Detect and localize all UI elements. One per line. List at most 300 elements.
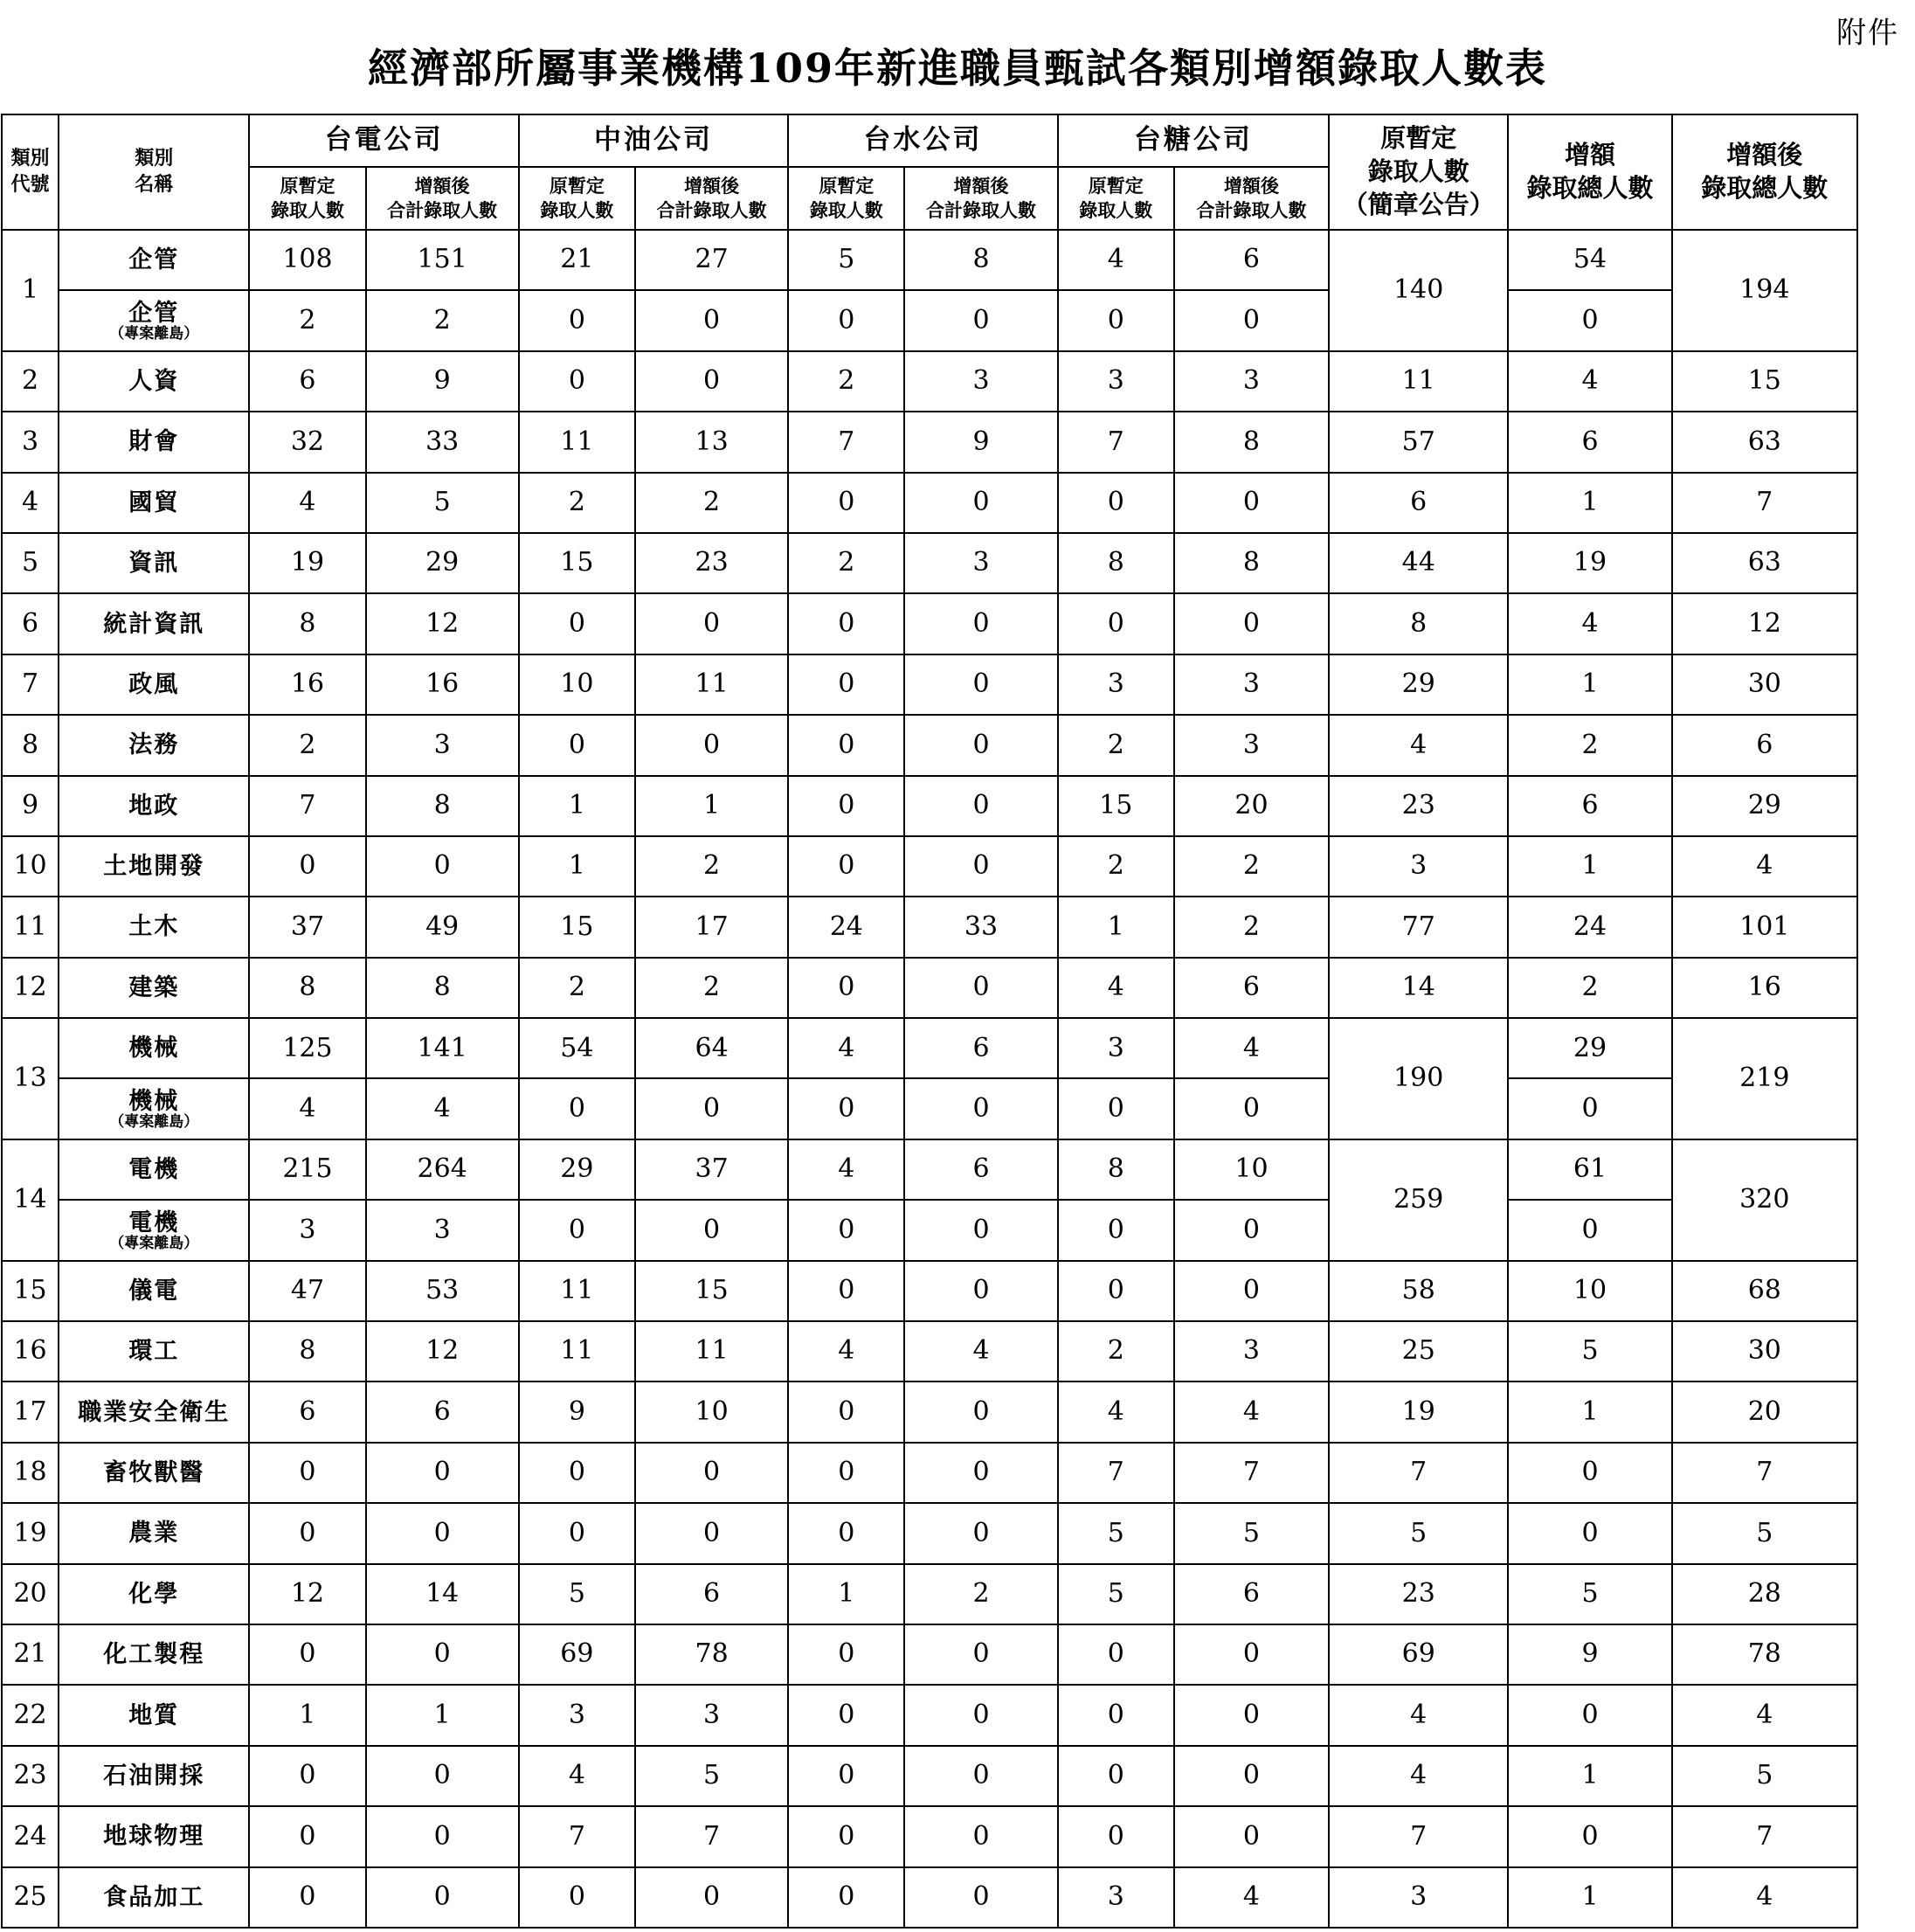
- table-row: [2, 836, 1857, 897]
- value-cell: 19: [249, 533, 365, 593]
- value-cell: 20: [1174, 776, 1329, 836]
- increase-cell: 1: [1508, 1867, 1671, 1928]
- orig-total-cell: 44: [1329, 533, 1508, 593]
- value-cell: 0: [1174, 1624, 1329, 1685]
- value-cell: 0: [904, 715, 1057, 775]
- value-cell: 2: [1174, 897, 1329, 957]
- value-cell: 0: [788, 1746, 904, 1806]
- table-body: [2, 230, 1857, 1928]
- value-cell: 7: [1058, 412, 1174, 472]
- after-total-cell: 12: [1672, 593, 1857, 654]
- orig-total-cell: 259: [1329, 1139, 1508, 1261]
- value-cell: 8: [366, 958, 519, 1018]
- value-cell: 0: [904, 958, 1057, 1018]
- value-cell: 2: [366, 290, 519, 350]
- category-code: 9: [2, 776, 59, 836]
- value-cell: 29: [519, 1139, 635, 1200]
- value-cell: 3: [1058, 1018, 1174, 1078]
- value-cell: 0: [1174, 1261, 1329, 1321]
- value-cell: 37: [635, 1139, 788, 1200]
- value-cell: 0: [904, 1503, 1057, 1563]
- value-cell: 2: [1174, 836, 1329, 897]
- category-name-label: 人資: [128, 367, 180, 395]
- category-code: 6: [2, 593, 59, 654]
- value-cell: 0: [788, 593, 904, 654]
- value-cell: 0: [249, 1443, 365, 1503]
- table-row: [2, 1685, 1857, 1745]
- value-cell: 7: [788, 412, 904, 472]
- value-cell: 1: [249, 1685, 365, 1745]
- orig-total-cell: 3: [1329, 1867, 1508, 1928]
- category-name: [59, 1139, 249, 1200]
- after-total-cell: 4: [1672, 836, 1857, 897]
- value-cell: 7: [519, 1806, 635, 1866]
- value-cell: 4: [788, 1018, 904, 1078]
- value-cell: 33: [366, 412, 519, 472]
- value-cell: 1: [366, 1685, 519, 1745]
- value-cell: 0: [519, 715, 635, 775]
- value-cell: 3: [1174, 715, 1329, 775]
- value-cell: 37: [249, 897, 365, 957]
- table-row: [2, 290, 1857, 350]
- value-cell: 2: [788, 351, 904, 412]
- value-cell: 0: [635, 290, 788, 350]
- value-cell: 32: [249, 412, 365, 472]
- category-code: 2: [2, 351, 59, 412]
- category-name-label: 地質: [128, 1701, 180, 1729]
- value-cell: 8: [1174, 412, 1329, 472]
- orig-total-cell: 11: [1329, 351, 1508, 412]
- value-cell: 2: [1058, 715, 1174, 775]
- value-cell: 6: [1174, 958, 1329, 1018]
- category-name-label: 畜牧獸醫: [103, 1458, 205, 1486]
- category-code: 19: [2, 1503, 59, 1563]
- value-cell: 6: [1174, 1564, 1329, 1624]
- category-name: [59, 593, 249, 654]
- value-cell: 0: [788, 473, 904, 533]
- after-total-cell: 20: [1672, 1381, 1857, 1442]
- value-cell: 53: [366, 1261, 519, 1321]
- table-row: [2, 1078, 1857, 1139]
- orig-total-cell: 4: [1329, 1685, 1508, 1745]
- value-cell: 3: [1174, 654, 1329, 715]
- value-cell: 2: [1058, 1321, 1174, 1381]
- category-name: [59, 1321, 249, 1381]
- value-cell: 0: [1174, 1685, 1329, 1745]
- value-cell: 3: [1174, 1321, 1329, 1381]
- after-total-cell: 194: [1672, 230, 1857, 351]
- orig-total-cell: 69: [1329, 1624, 1508, 1685]
- value-cell: 0: [1174, 290, 1329, 350]
- value-cell: 2: [635, 473, 788, 533]
- value-cell: 8: [249, 958, 365, 1018]
- after-total-cell: 7: [1672, 1443, 1857, 1503]
- value-cell: 4: [1174, 1867, 1329, 1928]
- value-cell: 2: [519, 473, 635, 533]
- category-name-label: 職業安全衛生: [78, 1398, 231, 1426]
- value-cell: 0: [519, 1078, 635, 1139]
- increase-cell: 1: [1508, 1381, 1671, 1442]
- header-company-taipower: 台電公司: [249, 114, 518, 167]
- value-cell: 0: [1058, 1685, 1174, 1745]
- value-cell: 12: [366, 593, 519, 654]
- value-cell: 141: [366, 1018, 519, 1078]
- header-sub-after: 增額後 合計錄取人數: [904, 167, 1057, 230]
- category-name-label: 電機: [128, 1208, 180, 1236]
- value-cell: 54: [519, 1018, 635, 1078]
- value-cell: 13: [635, 412, 788, 472]
- value-cell: 11: [519, 1261, 635, 1321]
- increase-cell: 10: [1508, 1261, 1671, 1321]
- value-cell: 0: [519, 1200, 635, 1260]
- value-cell: 0: [788, 654, 904, 715]
- increase-cell: 6: [1508, 412, 1671, 472]
- category-name: [59, 1018, 249, 1078]
- value-cell: 9: [366, 351, 519, 412]
- category-name-label: 統計資訊: [103, 610, 205, 638]
- category-name: [59, 654, 249, 715]
- value-cell: 4: [1174, 1381, 1329, 1442]
- value-cell: 0: [788, 1261, 904, 1321]
- increase-cell: 61: [1508, 1139, 1671, 1200]
- table-row: [2, 776, 1857, 836]
- value-cell: 8: [249, 593, 365, 654]
- increase-cell: 0: [1508, 1443, 1671, 1503]
- value-cell: 0: [635, 351, 788, 412]
- value-cell: 47: [249, 1261, 365, 1321]
- category-name: [59, 715, 249, 775]
- orig-total-cell: 5: [1329, 1503, 1508, 1563]
- value-cell: 33: [904, 897, 1057, 957]
- value-cell: 11: [635, 654, 788, 715]
- category-name-label: 化學: [128, 1580, 180, 1608]
- after-total-cell: 29: [1672, 776, 1857, 836]
- increase-cell: 1: [1508, 654, 1671, 715]
- orig-total-cell: 23: [1329, 776, 1508, 836]
- value-cell: 21: [519, 230, 635, 290]
- category-name: [59, 412, 249, 472]
- value-cell: 15: [519, 533, 635, 593]
- table-row: [2, 1381, 1857, 1442]
- value-cell: 12: [366, 1321, 519, 1381]
- table-row: [2, 1624, 1857, 1685]
- value-cell: 0: [249, 1746, 365, 1806]
- value-cell: 0: [635, 1200, 788, 1260]
- after-total-cell: 28: [1672, 1564, 1857, 1624]
- value-cell: 0: [366, 836, 519, 897]
- header-company-sugar: 台糖公司: [1058, 114, 1329, 167]
- value-cell: 0: [904, 593, 1057, 654]
- table-row: [2, 230, 1857, 290]
- category-name: [59, 1443, 249, 1503]
- increase-cell: 0: [1508, 1806, 1671, 1866]
- value-cell: 0: [904, 1867, 1057, 1928]
- header-sub-after: 增額後 合計錄取人數: [366, 167, 519, 230]
- category-code: 16: [2, 1321, 59, 1381]
- after-total-cell: 30: [1672, 1321, 1857, 1381]
- category-code: 12: [2, 958, 59, 1018]
- category-name: [59, 1078, 249, 1139]
- value-cell: 27: [635, 230, 788, 290]
- category-name-label: 財會: [128, 428, 180, 456]
- value-cell: 0: [788, 958, 904, 1018]
- category-name-label: 法務: [128, 731, 180, 759]
- value-cell: 5: [1174, 1503, 1329, 1563]
- category-code: 25: [2, 1867, 59, 1928]
- category-name-note: （專案離島）: [109, 1234, 199, 1252]
- category-name-label: 土地開發: [103, 853, 205, 881]
- value-cell: 6: [366, 1381, 519, 1442]
- table-row: [2, 351, 1857, 412]
- value-cell: 0: [1174, 473, 1329, 533]
- value-cell: 108: [249, 230, 365, 290]
- header-orig-total: 原暫定 錄取人數 （簡章公告）: [1329, 114, 1508, 230]
- increase-cell: 19: [1508, 533, 1671, 593]
- value-cell: 3: [904, 533, 1057, 593]
- value-cell: 2: [249, 290, 365, 350]
- value-cell: 11: [519, 1321, 635, 1381]
- value-cell: 2: [904, 1564, 1057, 1624]
- category-name-label: 資訊: [128, 550, 180, 578]
- value-cell: 5: [519, 1564, 635, 1624]
- recruitment-table: [1, 114, 1858, 1929]
- value-cell: 69: [519, 1624, 635, 1685]
- category-code: 5: [2, 533, 59, 593]
- after-total-cell: 16: [1672, 958, 1857, 1018]
- value-cell: 0: [1174, 593, 1329, 654]
- increase-cell: 29: [1508, 1018, 1671, 1078]
- value-cell: 5: [1058, 1564, 1174, 1624]
- category-name-note: （專案離島）: [109, 325, 199, 343]
- value-cell: 0: [249, 1503, 365, 1563]
- category-name-label: 石油開採: [103, 1762, 205, 1790]
- header-increase-total: 增額 錄取總人數: [1508, 114, 1671, 230]
- category-name-label: 土木: [128, 913, 180, 941]
- value-cell: 0: [1058, 593, 1174, 654]
- increase-cell: 2: [1508, 958, 1671, 1018]
- category-code: 1: [2, 230, 59, 351]
- value-cell: 4: [519, 1746, 635, 1806]
- value-cell: 6: [1174, 230, 1329, 290]
- value-cell: 0: [519, 351, 635, 412]
- value-cell: 2: [788, 533, 904, 593]
- category-name-label: 地球物理: [103, 1823, 205, 1851]
- orig-total-cell: 6: [1329, 473, 1508, 533]
- value-cell: 0: [904, 1200, 1057, 1260]
- increase-cell: 1: [1508, 836, 1671, 897]
- value-cell: 7: [635, 1806, 788, 1866]
- category-code: 8: [2, 715, 59, 775]
- orig-total-cell: 19: [1329, 1381, 1508, 1442]
- category-code: 18: [2, 1443, 59, 1503]
- value-cell: 7: [1058, 1443, 1174, 1503]
- value-cell: 1: [635, 776, 788, 836]
- category-name-label: 機械: [128, 1035, 180, 1063]
- category-code: 13: [2, 1018, 59, 1139]
- header-after-total: 增額後 錄取總人數: [1672, 114, 1857, 230]
- value-cell: 1: [1058, 897, 1174, 957]
- category-name-label: 電機: [128, 1156, 180, 1184]
- category-name: [59, 230, 249, 290]
- category-name: [59, 351, 249, 412]
- value-cell: 17: [635, 897, 788, 957]
- value-cell: 0: [904, 1806, 1057, 1866]
- orig-total-cell: 77: [1329, 897, 1508, 957]
- value-cell: 1: [519, 776, 635, 836]
- table-row: [2, 1200, 1857, 1260]
- value-cell: 78: [635, 1624, 788, 1685]
- value-cell: 10: [635, 1381, 788, 1442]
- header-sub-orig: 原暫定 錄取人數: [788, 167, 904, 230]
- header-company-cpc: 中油公司: [519, 114, 788, 167]
- increase-cell: 0: [1508, 1685, 1671, 1745]
- after-total-cell: 219: [1672, 1018, 1857, 1139]
- category-name-label: 地政: [128, 792, 180, 820]
- value-cell: 0: [1174, 1200, 1329, 1260]
- value-cell: 0: [904, 776, 1057, 836]
- orig-total-cell: 4: [1329, 715, 1508, 775]
- value-cell: 0: [1058, 1746, 1174, 1806]
- value-cell: 0: [519, 1867, 635, 1928]
- header-code: 類別 代號: [2, 114, 59, 230]
- category-name: [59, 1746, 249, 1806]
- value-cell: 0: [788, 1381, 904, 1442]
- category-code: 24: [2, 1806, 59, 1866]
- value-cell: 4: [1174, 1018, 1329, 1078]
- orig-total-cell: 57: [1329, 412, 1508, 472]
- value-cell: 0: [519, 593, 635, 654]
- table-row: [2, 1261, 1857, 1321]
- increase-cell: 2: [1508, 715, 1671, 775]
- header-sub-after: 增額後 合計錄取人數: [635, 167, 788, 230]
- value-cell: 0: [519, 1443, 635, 1503]
- value-cell: 0: [635, 1078, 788, 1139]
- table-row: [2, 473, 1857, 533]
- value-cell: 8: [1174, 533, 1329, 593]
- value-cell: 0: [635, 1867, 788, 1928]
- table-row: [2, 654, 1857, 715]
- category-name: [59, 1685, 249, 1745]
- after-total-cell: 101: [1672, 897, 1857, 957]
- table-row: [2, 593, 1857, 654]
- table-row: [2, 897, 1857, 957]
- category-name: [59, 533, 249, 593]
- header-sub-after: 增額後 合計錄取人數: [1174, 167, 1329, 230]
- value-cell: 0: [904, 473, 1057, 533]
- orig-total-cell: 7: [1329, 1443, 1508, 1503]
- after-total-cell: 63: [1672, 412, 1857, 472]
- value-cell: 7: [1174, 1443, 1329, 1503]
- value-cell: 0: [635, 593, 788, 654]
- value-cell: 2: [1058, 836, 1174, 897]
- value-cell: 0: [1174, 1806, 1329, 1866]
- value-cell: 0: [249, 1867, 365, 1928]
- category-name: [59, 897, 249, 957]
- category-name: [59, 1200, 249, 1260]
- orig-total-cell: 25: [1329, 1321, 1508, 1381]
- category-code: 10: [2, 836, 59, 897]
- value-cell: 2: [635, 958, 788, 1018]
- value-cell: 0: [249, 1806, 365, 1866]
- orig-total-cell: 8: [1329, 593, 1508, 654]
- value-cell: 3: [366, 1200, 519, 1260]
- value-cell: 24: [788, 897, 904, 957]
- after-total-cell: 78: [1672, 1624, 1857, 1685]
- value-cell: 0: [788, 1867, 904, 1928]
- increase-cell: 0: [1508, 290, 1671, 350]
- value-cell: 8: [1058, 1139, 1174, 1200]
- header-sub-orig: 原暫定 錄取人數: [1058, 167, 1174, 230]
- category-name-label: 儀電: [128, 1277, 180, 1305]
- category-name-label: 農業: [128, 1520, 180, 1548]
- header-company-water: 台水公司: [788, 114, 1057, 167]
- value-cell: 0: [249, 836, 365, 897]
- table-row: [2, 533, 1857, 593]
- after-total-cell: 7: [1672, 1806, 1857, 1866]
- category-name: [59, 958, 249, 1018]
- increase-cell: 6: [1508, 776, 1671, 836]
- value-cell: 0: [788, 1685, 904, 1745]
- value-cell: 8: [249, 1321, 365, 1381]
- value-cell: 0: [1058, 473, 1174, 533]
- table-row: [2, 958, 1857, 1018]
- value-cell: 5: [788, 230, 904, 290]
- value-cell: 1: [519, 836, 635, 897]
- value-cell: 4: [788, 1139, 904, 1200]
- value-cell: 23: [635, 533, 788, 593]
- value-cell: 0: [904, 1078, 1057, 1139]
- value-cell: 0: [788, 290, 904, 350]
- value-cell: 15: [635, 1261, 788, 1321]
- value-cell: 0: [1058, 1200, 1174, 1260]
- value-cell: 16: [249, 654, 365, 715]
- value-cell: 0: [788, 836, 904, 897]
- after-total-cell: 320: [1672, 1139, 1857, 1261]
- value-cell: 2: [519, 958, 635, 1018]
- category-name: [59, 1867, 249, 1928]
- category-name: [59, 473, 249, 533]
- value-cell: 4: [904, 1321, 1057, 1381]
- orig-total-cell: 140: [1329, 230, 1508, 351]
- value-cell: 0: [1058, 1078, 1174, 1139]
- category-name: [59, 1806, 249, 1866]
- table-row: [2, 1503, 1857, 1563]
- after-total-cell: 7: [1672, 473, 1857, 533]
- after-total-cell: 30: [1672, 654, 1857, 715]
- increase-cell: 24: [1508, 897, 1671, 957]
- value-cell: 3: [904, 351, 1057, 412]
- value-cell: 125: [249, 1018, 365, 1078]
- table-row: [2, 1018, 1857, 1078]
- category-name-note: （專案離島）: [109, 1113, 199, 1132]
- table-row: [2, 1746, 1857, 1806]
- table-row: [2, 412, 1857, 472]
- table-row: [2, 1564, 1857, 1624]
- table-row: [2, 715, 1857, 775]
- value-cell: 0: [635, 1503, 788, 1563]
- after-total-cell: 63: [1672, 533, 1857, 593]
- after-total-cell: 5: [1672, 1746, 1857, 1806]
- value-cell: 4: [366, 1078, 519, 1139]
- value-cell: 49: [366, 897, 519, 957]
- value-cell: 4: [249, 473, 365, 533]
- header-sub-orig: 原暫定 錄取人數: [519, 167, 635, 230]
- increase-cell: 4: [1508, 351, 1671, 412]
- value-cell: 7: [249, 776, 365, 836]
- value-cell: 15: [519, 897, 635, 957]
- value-cell: 4: [1058, 1381, 1174, 1442]
- value-cell: 0: [904, 654, 1057, 715]
